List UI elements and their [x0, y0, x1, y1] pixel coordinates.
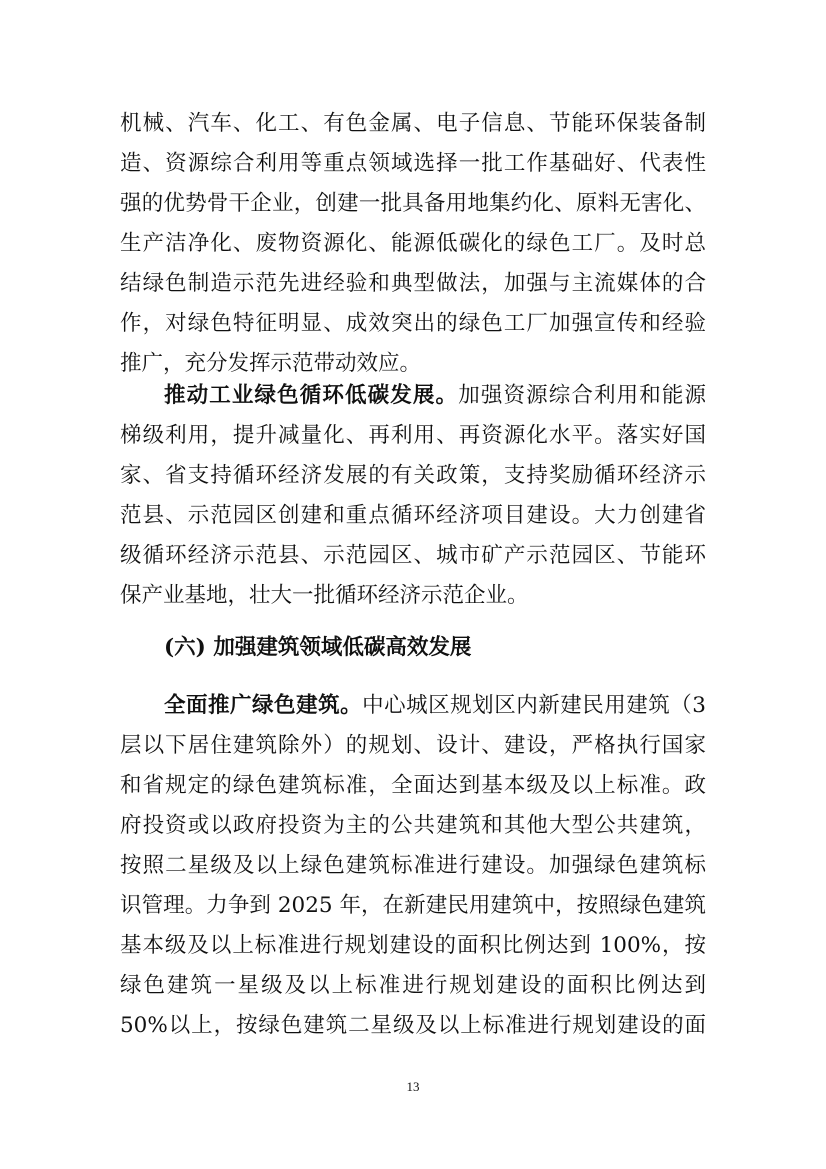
text-line	[120, 690, 706, 722]
text-line: 结绿色制造示范先进经验和典型做法，加强与主流媒体的合	[120, 271, 706, 296]
text-line: 造、资源综合利用等重点领域选择一批工作基础好、代表性	[120, 151, 706, 176]
text-line: 范县、示范园区创建和重点循环经济项目建设。大力创建省	[120, 503, 706, 528]
section-heading: (六) 加强建筑领域低碳高效发展	[164, 635, 472, 660]
text-line: 级循环经济示范县、示范园区、城市矿产示范园区、节能环	[120, 543, 706, 568]
paragraph-text: 加强资源综合利用和能源	[458, 383, 706, 408]
text-line: 生产洁净化、废物资源化、能源低碳化的绿色工厂。及时总	[120, 231, 706, 256]
text-line: 识管理。力争到 2025 年，在新建民用建筑中，按照绿色建筑	[120, 893, 706, 918]
text-line: 层以下居住建筑除外）的规划、设计、建设，严格执行国家	[120, 733, 706, 758]
text-line: 基本级及以上标准进行规划建设的面积比例达到 100%，按	[120, 933, 706, 958]
text-line: 府投资或以政府投资为主的公共建筑和其他大型公共建筑，	[120, 813, 706, 838]
page-number: 13	[406, 1079, 420, 1094]
text-line: 按照二星级及以上绿色建筑标准进行建设。加强绿色建筑标	[120, 853, 706, 878]
text-line: 机械、汽车、化工、有色金属、电子信息、节能环保装备制	[120, 111, 706, 136]
text-line: 强的优势骨干企业，创建一批具备用地集约化、原料无害化、	[120, 191, 706, 216]
text-line: 家、省支持循环经济发展的有关政策，支持奖励循环经济示	[120, 463, 706, 488]
paragraph-lead: 推动工业绿色循环低碳发展。	[164, 383, 459, 408]
text-line: 梯级利用，提升减量化、再利用、再资源化水平。落实好国	[120, 423, 706, 448]
text-line: 50%以上，按绿色建筑二星级及以上标准进行规划建设的面	[120, 1013, 706, 1038]
text-line: 和省规定的绿色建筑标准，全面达到基本级及以上标准。政	[120, 773, 706, 798]
text-line: 绿色建筑一星级及以上标准进行规划建设的面积比例达到	[120, 973, 706, 998]
text-line: 作，对绿色特征明显、成效突出的绿色工厂加强宣传和经验	[120, 311, 706, 336]
paragraph-text: 中心城区规划区内新建民用建筑（3	[362, 693, 706, 718]
text-line	[120, 380, 706, 412]
paragraph-lead: 全面推广绿色建筑。	[164, 693, 363, 718]
text-line: 保产业基地，壮大一批循环经济示范企业。	[120, 583, 529, 608]
text-line: 推广，充分发挥示范带动效应。	[120, 351, 422, 376]
